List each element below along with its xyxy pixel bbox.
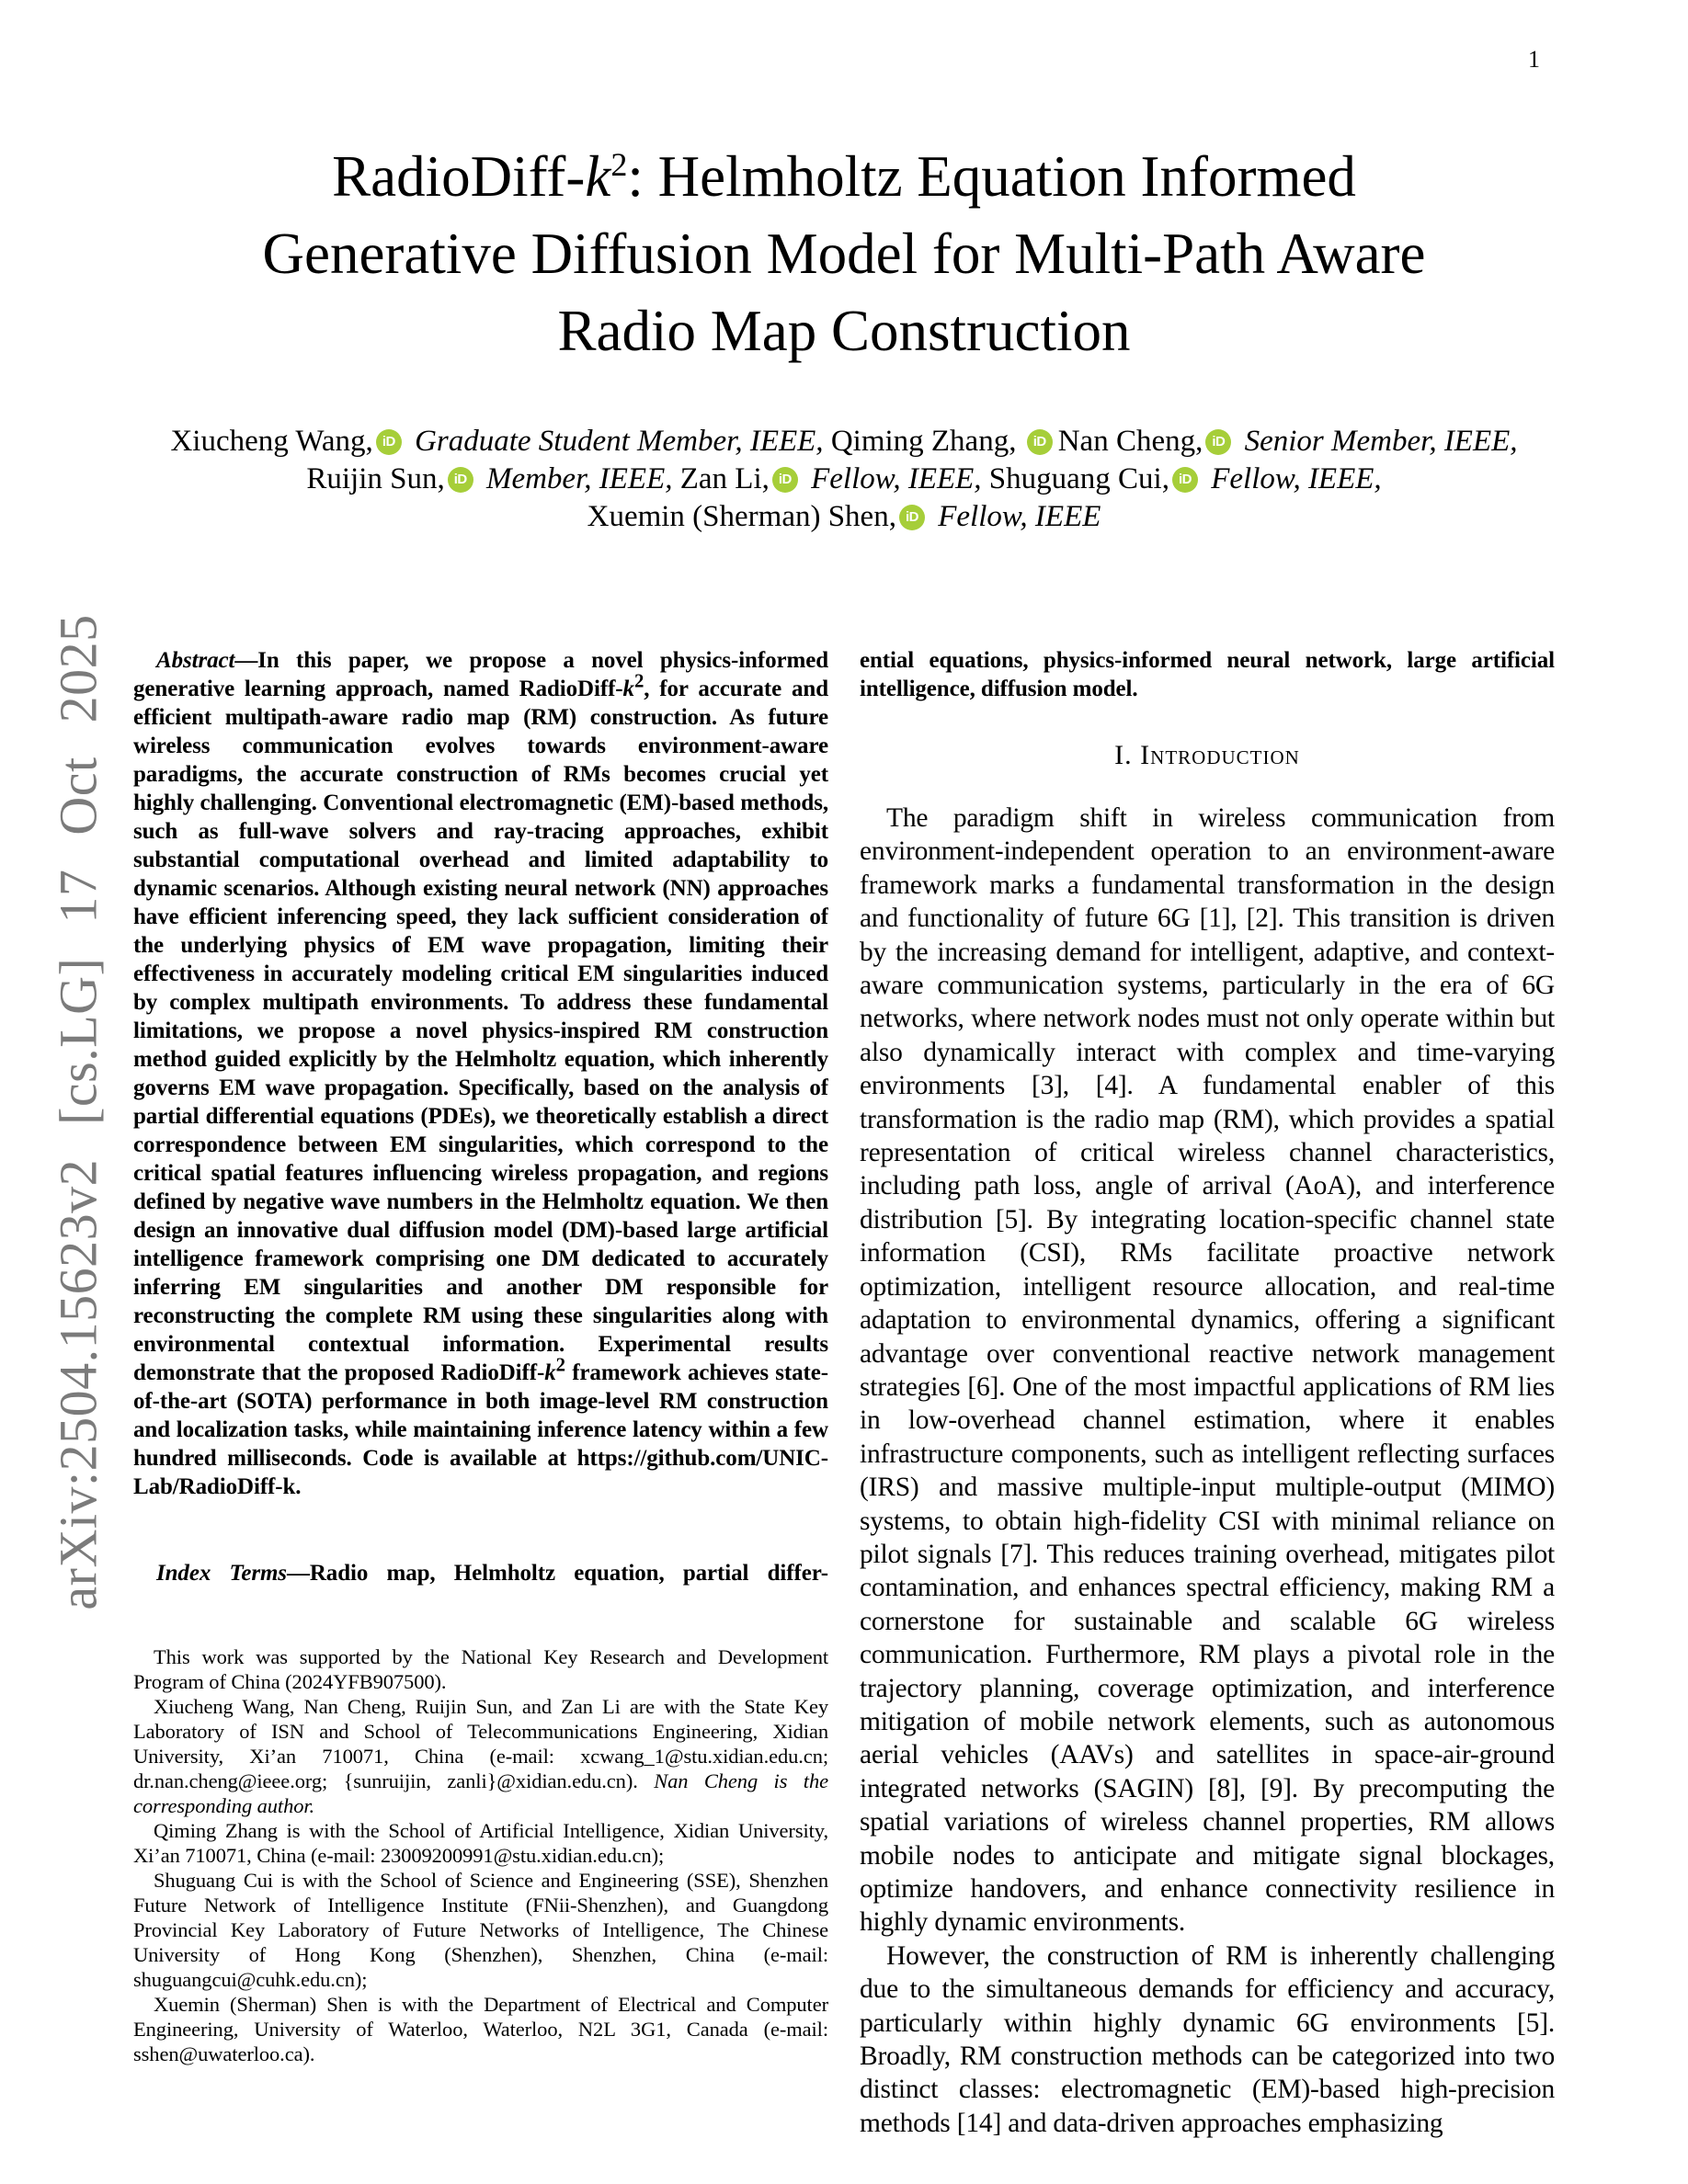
footnote-paragraph: Xuemin (Sherman) Shen is with the Department of Electrical and Computer Engineering, University of Waterloo, Waterloo, N2L 3G1, Canada (e-mail: sshen@uwaterloo.ca).	[133, 1993, 828, 2065]
footnote-paragraph: Shuguang Cui is with the School of Science and Engineering (SSE), Shenzhen Future Network of Intelligence Institute (FNii-Shenzhen), and Guangdong Provincial Key Laboratory of Future Networks of Intelligence, The Chinese University of Hong Kong (Shenzhen), Shenzhen, China (e-mail: shuguangcui@cuhk.edu.cn);	[133, 1869, 828, 1991]
footnote-paragraph: Xiucheng Wang, Nan Cheng, Ruijin Sun, and Zan Li are with the State Key Laboratory of ISN and School of Telecommunications Engineering, Xidian University, Xi’an 710071, China (e-mail: xcwang_1@stu.xidian.edu.cn; dr.nan.cheng@ieee.org; {sunruijin, zanli}@xidian.edu.cn). Nan Cheng is the corresponding author.	[133, 1695, 828, 1817]
orcid-icon[interactable]: iD	[448, 467, 473, 493]
page-number: 1	[1528, 46, 1540, 73]
introduction-paragraph: However, the construction of RM is inherently challenging due to the simultaneous demands for efficiency and accuracy, particularly within highly dynamic 6G environments [5]. Broadly, RM construction methods can be categorized into two distinct classes: electromagnetic (EM)-based high-precision methods [14] and data-driven approaches emphasizing	[860, 1940, 1555, 2138]
paper-title	[129, 138, 1559, 370]
arxiv-watermark: arXiv:2504.15623v2 [cs.LG] 17 Oct 2025	[48, 614, 108, 1610]
orcid-icon[interactable]: iD	[1172, 467, 1198, 493]
orcid-icon[interactable]: iD	[1027, 429, 1053, 455]
abstract-paragraph: Abstract—In this paper, we propose a novel physics-informed generative learning approach, named RadioDiff-$k^2$, for accurate and efficient multipath-aware radio map (RM) construction. As future wireless communication evolves towards environment-aware paradigms, the accurate construction of RMs becomes crucial yet highly challenging. Conventional electromagnetic (EM)-based methods, such as full-wave solvers and ray-tracing approaches, exhibit substantial computational overhead and limited adaptability to dynamic scenarios. Although existing neural network (NN) approaches have efficient inferencing speed, they lack sufficient consideration of the underlying physics of EM wave propagation, limiting their effectiveness in accurately modeling critical EM singularities induced by complex multipath environments. To address these fundamental limitations, we propose a novel physics-inspired RM construction method guided explicitly by the Helmholtz equation, which inherently governs EM wave propagation. Specifically, based on the analysis of partial differential equations (PDEs), we theoretically establish a direct correspondence between EM singularities, which correspond to the critical spatial features influencing wireless propagation, and regions defined by negative wave numbers in the Helmholtz equation. We then design an innovative dual diffusion model (DM)-based large artificial intelligence framework comprising one DM dedicated to accurately inferring EM singularities and another DM responsible for reconstructing the complete RM using these singularities along with environmental contextual information. Experimental results demonstrate that the proposed RadioDiff-$k^2$ framework achieves state-of-the-art (SOTA) performance in both image-level RM construction and localization tasks, while maintaining inference latency within a few hundred milliseconds. Code is available at https://github.com/UNIC-Lab/RadioDiff-k.	[133, 648, 828, 1499]
index-terms-continuation: ential equations, physics-informed neural network, large artificial intelligence, diffusion model.	[860, 648, 1555, 701]
introduction-section	[860, 802, 1555, 2140]
author-line-2: Ruijin Sun, iD Member, IEEE, Zan Li, iD Fellow, IEEE, Shuguang Cui, iD Fellow, IEEE,	[306, 462, 1382, 495]
orcid-icon[interactable]: iD	[1205, 429, 1231, 455]
orcid-icon[interactable]: iD	[772, 467, 798, 493]
index-terms-paragraph: Index Terms—Radio map, Helmholtz equation, partial differ-	[156, 1561, 828, 1586]
introduction-paragraph: The paradigm shift in wireless communication from environment-independent operation to an environment-aware framework marks a fundamental transformation in the design and functionality of future 6G [1], [2]. This transition is driven by the increasing demand for intelligent, adaptive, and context-aware communication systems, particularly in the era of 6G networks, where network nodes must not only operate within but also dynamically interact with complex and time-varying environments [3], [4]. A fundamental enabler of this transformation is the radio map (RM), which provides a spatial representation of critical wireless channel characteristics, including path loss, angle of arrival (AoA), and interference distribution [5]. By integrating location-specific channel state information (CSI), RMs facilitate proactive network optimization, intelligent resource allocation, and real-time adaptation to environmental dynamics, offering a significant advantage over conventional reactive network management strategies [6]. One of the most impactful applications of RM lies in low-overhead channel estimation, where it enables infrastructure components, such as intelligent reflecting surfaces (IRS) and massive multiple-input multiple-output (MIMO) systems, to obtain high-fidelity CSI with minimal reliance on pilot signals [7]. This reduces training overhead, mitigates pilot contamination, and enhances spectral efficiency, making RM a cornerstone for sustainable and scalable 6G wireless communication. Furthermore, RM plays a pivotal role in the trajectory planning, coverage optimization, and interference mitigation of mobile network elements, such as autonomous aerial vehicles (AAVs) and satellites in space-air-ground integrated networks (SAGIN) [8], [9]. By precomputing the spatial variations of wireless channel properties, RM allows mobile nodes to anticipate and mitigate signal blockages, optimize handovers, and enhance connectivity resilience in highly dynamic environments.	[860, 803, 1555, 1938]
footnote-paragraph: This work was supported by the National Key Research and Development Program of China (2024YFB907500).	[133, 1645, 828, 1693]
orcid-icon[interactable]: iD	[376, 429, 402, 455]
title-line-1: RadioDiff-$k^2$: Helmholtz Equation Informed	[332, 144, 1356, 209]
left-column	[133, 646, 828, 1587]
section-heading-introduction: I. Introduction	[1114, 740, 1300, 770]
author-line-3: Xuemin (Sherman) Shen, iD Fellow, IEEE	[587, 500, 1101, 533]
title-line-2: Generative Diffusion Model for Multi-Path Aware	[262, 222, 1426, 286]
orcid-icon[interactable]: iD	[899, 505, 925, 530]
right-column	[860, 646, 1555, 2140]
footnote-paragraph: Qiming Zhang is with the School of Artificial Intelligence, Xidian University, Xi’an 710071, China (e-mail: 23009200991@stu.xidian.edu.cn);	[133, 1819, 828, 1867]
author-list	[92, 423, 1596, 536]
title-line-3: Radio Map Construction	[557, 299, 1131, 363]
author-line-1: Xiucheng Wang, iD Graduate Student Member, IEEE, Qiming Zhang, iD Nan Cheng, iD Senior Member, IEEE,	[170, 425, 1518, 458]
author-footnotes	[133, 1644, 828, 2066]
